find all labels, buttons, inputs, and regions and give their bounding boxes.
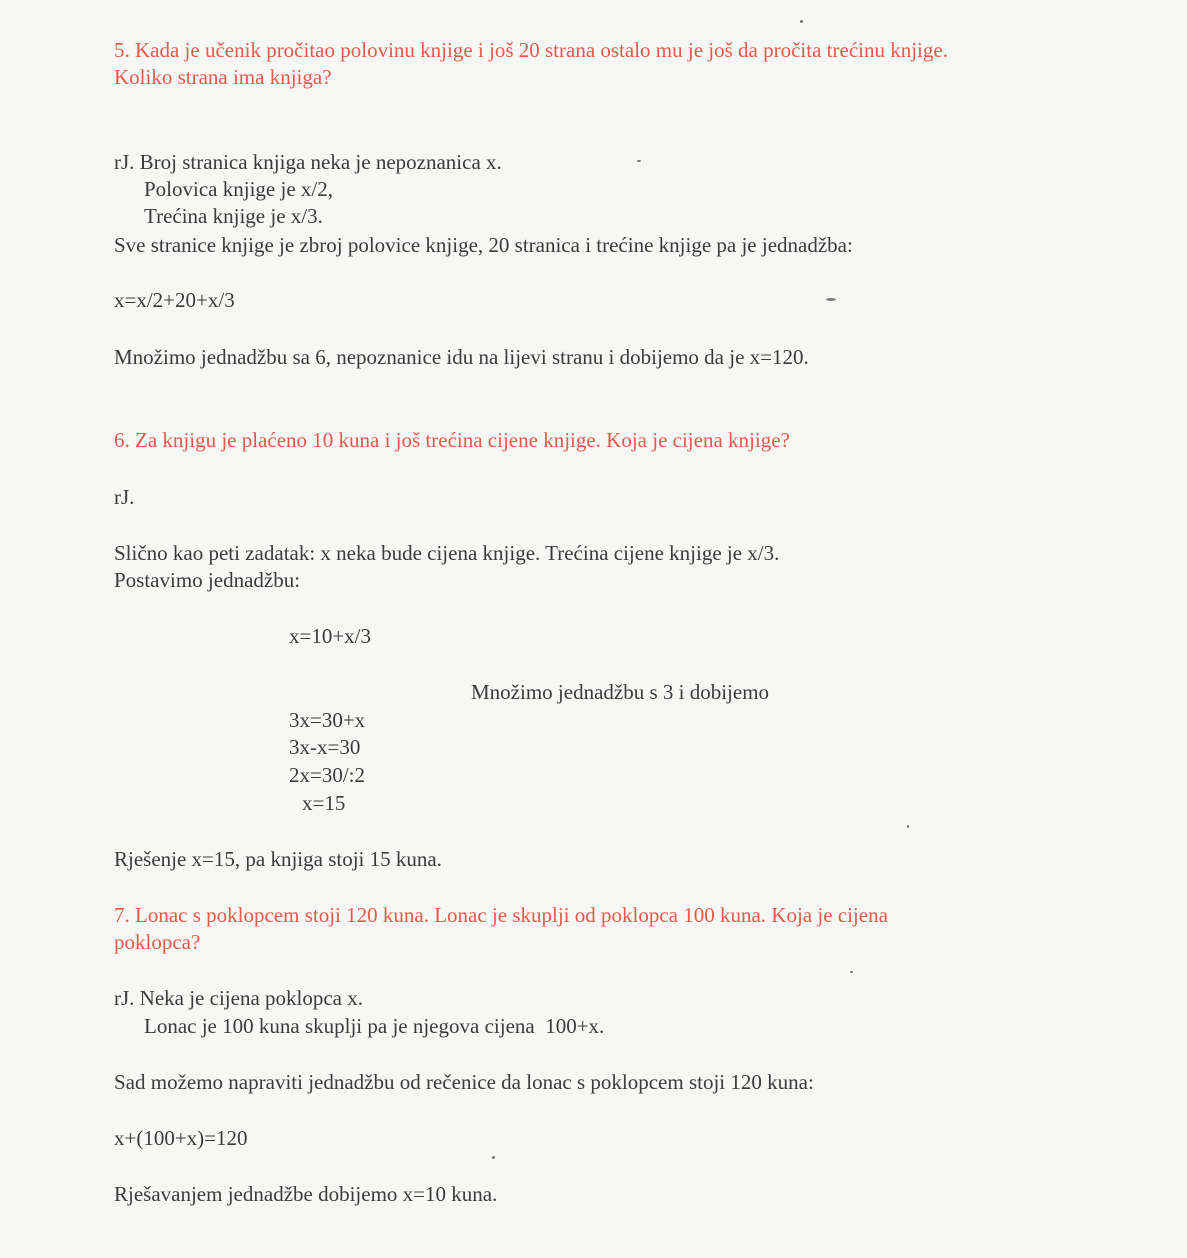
problem6-answer-line1: Slično kao peti zadatak: x neka bude cijena knjige. Trećina cijene knjige je x/3. xyxy=(114,541,780,565)
problem7-answer-line2: Lonac je 100 kuna skuplji pa je njegova cijena 100+x. xyxy=(144,1014,605,1038)
problem6-note: Množimo jednadžbu s 3 i dobijemo xyxy=(471,680,770,704)
problem6-step4: x=15 xyxy=(302,791,346,815)
problem6-step1: 3x=30+x xyxy=(289,708,366,732)
scan-speck xyxy=(637,160,641,162)
problem5-answer-line2: Polovica knjige je x/2, xyxy=(144,177,333,201)
scan-speck xyxy=(907,825,909,828)
scan-speck xyxy=(492,1156,495,1159)
problem7-answer-line3: Sad možemo napraviti jednadžbu od rečenice da lonac s poklopcem stoji 120 kuna: xyxy=(114,1070,814,1094)
problem5-conclusion: Množimo jednadžbu sa 6, nepoznanice idu na lijevi stranu i dobijemo da je x=120. xyxy=(114,345,809,369)
problem5-question-line1: 5. Kada je učenik pročitao polovinu knjige i još 20 strana ostalo mu je još da pročita trećinu knjige. xyxy=(114,38,948,62)
scan-speck xyxy=(800,20,803,23)
problem7-equation: x+(100+x)=120 xyxy=(114,1126,248,1150)
problem5-equation: x=x/2+20+x/3 xyxy=(114,288,235,312)
problem7-answer-line1: rJ. Neka je cijena poklopca x. xyxy=(114,986,363,1010)
scan-speck xyxy=(850,971,853,973)
problem7-conclusion: Rješavanjem jednadžbe dobijemo x=10 kuna. xyxy=(114,1182,498,1206)
problem5-question-line2: Koliko strana ima knjiga? xyxy=(114,65,332,89)
problem6-question: 6. Za knjigu je plaćeno 10 kuna i još trećina cijene knjige. Koja je cijena knjige? xyxy=(114,428,790,452)
scan-speck xyxy=(826,298,836,301)
problem6-step3: 2x=30/:2 xyxy=(289,763,366,787)
problem7-question-line1: 7. Lonac s poklopcem stoji 120 kuna. Lonac je skuplji od poklopca 100 kuna. Koja je cijena xyxy=(114,903,888,927)
problem7-question-line2: poklopca? xyxy=(114,930,201,954)
problem5-answer-line3: Trećina knjige je x/3. xyxy=(144,204,323,228)
problem6-conclusion: Rješenje x=15, pa knjiga stoji 15 kuna. xyxy=(114,847,442,871)
problem5-answer-line4: Sve stranice knjige je zbroj polovice knjige, 20 stranica i trećine knjige pa je jednadžba: xyxy=(114,233,853,257)
problem6-answer-label: rJ. xyxy=(114,485,135,509)
problem6-answer-line2: Postavimo jednadžbu: xyxy=(114,568,301,592)
problem6-equation: x=10+x/3 xyxy=(289,624,372,648)
problem5-answer-line1: rJ. Broj stranica knjiga neka je nepoznanica x. xyxy=(114,150,502,174)
problem6-step2: 3x-x=30 xyxy=(289,735,361,759)
